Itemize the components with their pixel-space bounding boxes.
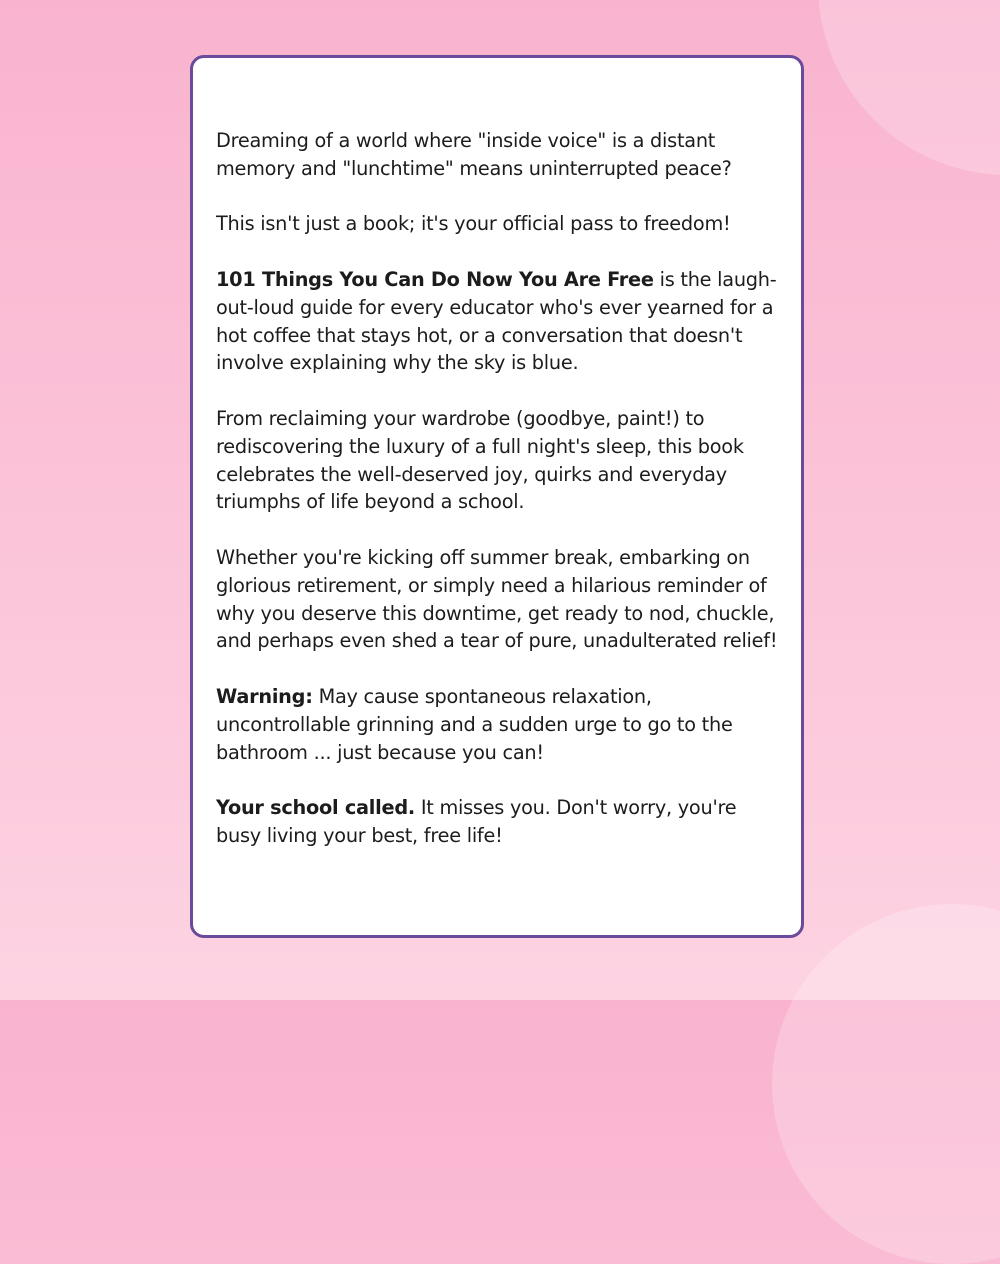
wardrobe-paragraph: From reclaiming your wardrobe (goodbye, paint!) to rediscovering the luxury of a full night's sleep, this book celebrates the well-deserved joy, quirks and everyday triumphs of life beyond a school. bbox=[216, 406, 744, 514]
freedom-pass-paragraph: This isn't just a book; it's your official pass to freedom! bbox=[216, 212, 731, 236]
intro-paragraph: Dreaming of a world where "inside voice" is a distant memory and "lunchtime" means uninterrupted peace? bbox=[216, 129, 732, 180]
decorative-circle-bottom-right bbox=[772, 904, 1000, 1264]
book-title: 101 Things You Can Do Now You Are Free bbox=[216, 267, 654, 291]
closing-paragraph bbox=[216, 794, 787, 850]
warning-paragraph bbox=[216, 683, 787, 766]
closing-label: Your school called. bbox=[216, 796, 415, 820]
book-title-description: is the laugh-out-loud guide for every educator who's ever yearned for a hot coffee that stays hot, or a conversation that doesn't involve explaining why the sky is blue. bbox=[216, 267, 777, 375]
description-card bbox=[190, 55, 804, 938]
book-title-paragraph bbox=[216, 266, 787, 377]
summer-break-paragraph: Whether you're kicking off summer break, embarking on glorious retirement, or simply need a hilarious reminder of why you deserve this downtime, get ready to nod, chuckle, and perhaps even shed a tear of pure, unadulterated relief! bbox=[216, 545, 778, 653]
closing-text: It misses you. Don't worry, you're busy living your best, free life! bbox=[216, 796, 737, 847]
decorative-circle-top-right bbox=[818, 0, 1000, 175]
warning-label: Warning: bbox=[216, 684, 313, 708]
warning-text: May cause spontaneous relaxation, uncontrollable grinning and a sudden urge to go to the bathroom ... just because you can! bbox=[216, 684, 733, 764]
